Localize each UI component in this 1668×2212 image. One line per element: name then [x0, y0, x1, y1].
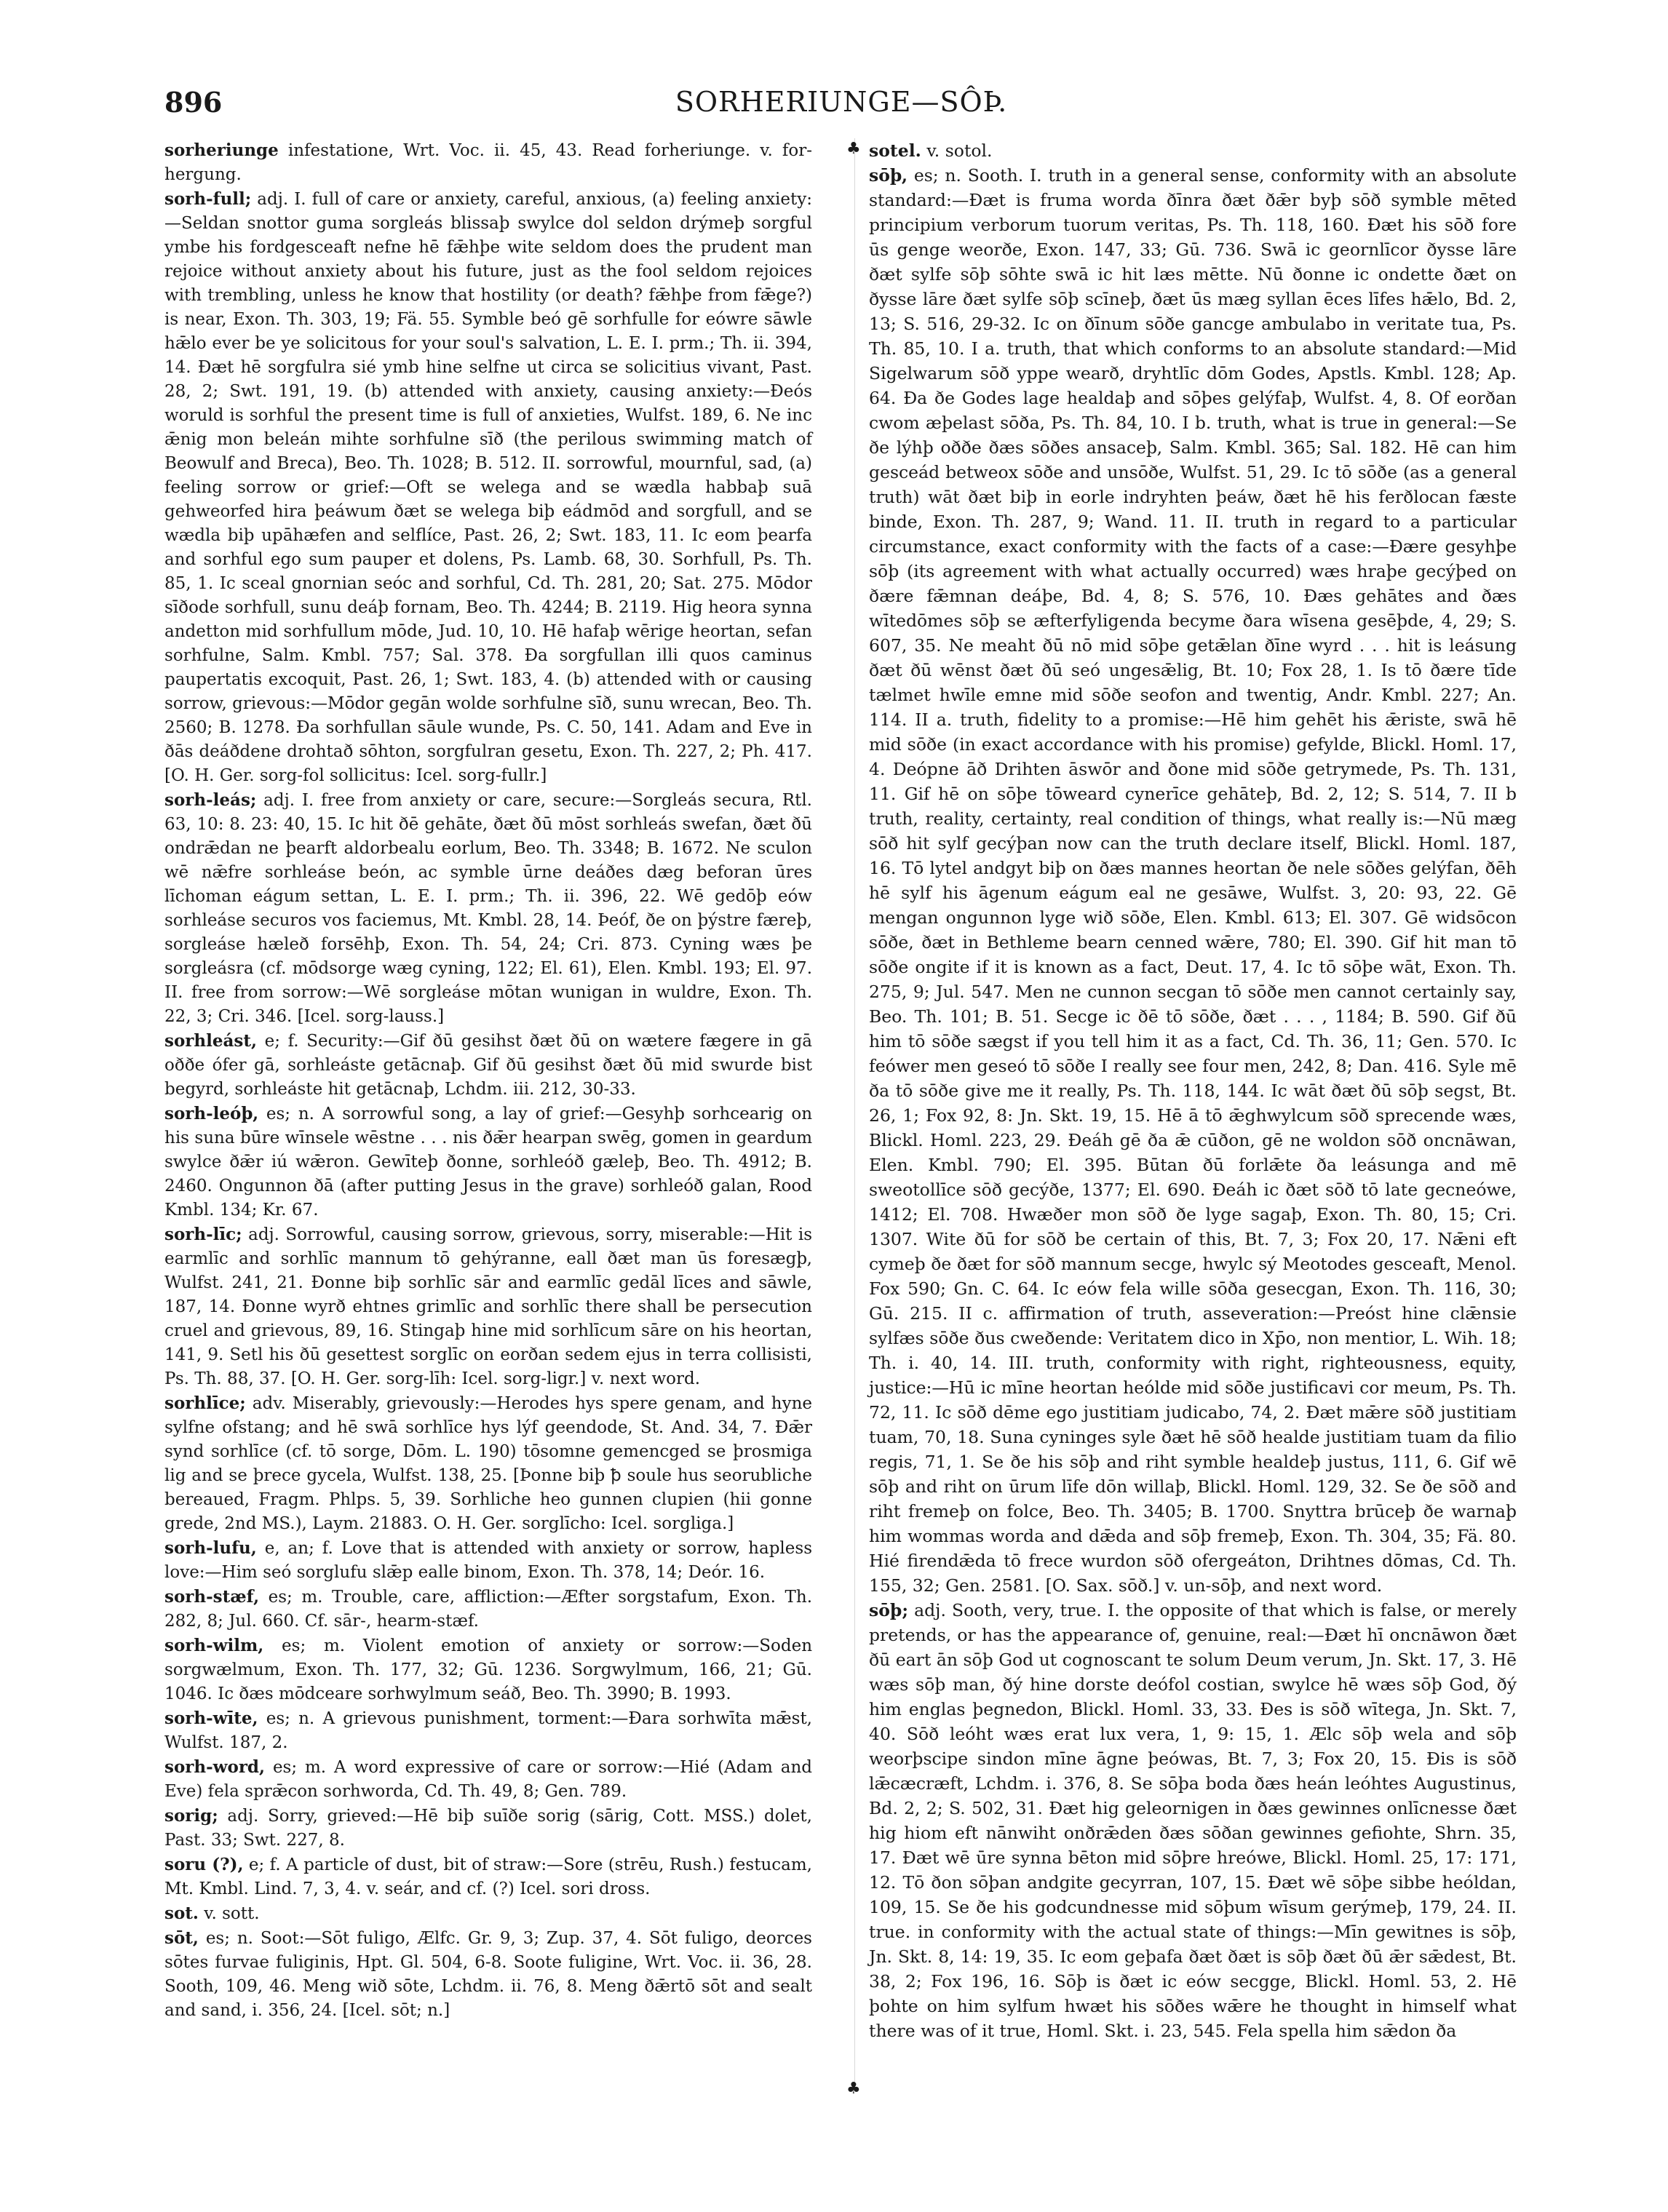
entry-headword: sorh-lufu, [164, 1538, 257, 1558]
dictionary-entry [869, 138, 1517, 163]
dictionary-entry [164, 1536, 812, 1585]
entry-text: adj. I. full of care or anxiety, careful, anxious, (a) feeling anxiety:—Seldan snottor guma sorgleás blissaþ swylce dol seldon drýmeþ sorgful ymbe his fordgesceaft nefne hē fǣhþe wite seldom does the prudent man rejoice without anxiety about his future, just as the fool seldom rejoices with trembling, unless he know that hostility (or death? fǣhþe from fǣge?) is near, Exon. Th. 303, 19; Fä. 55. Symble beó gē sorhfulle for eówre sāwle hǣlo ever be ye solicitous for your soul's salvation, L. E. I. prm.; Th. ii. 394, 14. Ðæt hē sorgfulra sié ymb hine selfne ut circa se solicitius vivant, Past. 28, 2; Swt. 191, 19. (b) attended with anxiety, causing anxiety:—Ðeós woruld is sorhful the present time is full of anxieties, Wulfst. 189, 6. Ne inc ǣnig mon beleán mihte sorhfulne sīð (the perilous swimming match of Beowulf and Breca), Beo. Th. 1028; B. 512. II. sorrowful, mournful, sad, (a) feeling sorrow or grief:—Oft se welega and se wædla habbaþ suā gehweorfed hira þeáwum ðæt se welega biþ eádmōd and sorgfull, and se wædla biþ upāhæfen and selflíce, Past. 26, 2; Swt. 183, 11. Ic eom þearfa and sorhful ego sum pauper et dolens, Ps. Lamb. 68, 30. Sorhfull, Ps. Th. 85, 1. Ic sceal gnornian seóc and sorhful, Cd. Th. 281, 20; Sat. 275. Mōdor sīðode sorhfull, sunu deáþ fornam, Beo. Th. 4244; B. 2119. Hig heora synna andetton mid sorhfullum mōde, Jud. 10, 10. Hē hafaþ wērige heortan, sefan sorhfulne, Salm. Kmbl. 757; Sal. 378. Ða sorgfullan illi quos caminus paupertatis excoquit, Past. 26, 1; Swt. 183, 4. (b) attended with or causing sorrow, grievous:—Mōdor gegān wolde sorhfulne sīð, sunu wrecan, Beo. Th. 2560; B. 1278. Ða sorhfullan sāule wunde, Ps. C. 50, 141. Adam and Eve in ðās deáðdene drohtað sōhton, sorgfulran gesetu, Exon. Th. 227, 2; Ph. 417. [O. H. Ger. sorg-fol sollicitus: Icel. sorg-fullr.] [164, 190, 812, 785]
dictionary-entry [164, 1391, 812, 1536]
entry-text: v. sotol. [926, 140, 993, 161]
running-head: SORHERIUNGE—SÔÞ. [675, 86, 1008, 118]
divider-ornament-top: ♣ [846, 140, 861, 158]
entry-headword: sorhleást, [164, 1031, 257, 1051]
entry-headword: sorh-stæf, [164, 1587, 260, 1607]
entry-text: es; n. Soot:—Sōt fuligo, Ælfc. Gr. 9, 3; Zup. 37, 4. Sōt fuligo, deorces sōtes furvae fuliginis, Hpt. Gl. 504, 6-8. Soote fuligine, Wrt. Voc. ii. 36, 28. Sooth, 109, 46. Meng wið sōte, Lchdm. ii. 76, 8. Meng ðǣrtō sōt and sealt and sand, i. 356, 24. [Icel. sōt; n.] [164, 1929, 812, 2020]
entry-headword: sorh-word, [164, 1757, 266, 1777]
entry-text: e, an; f. Love that is attended with anxiety or sorrow, hapless love:—Him seó sorglufu slǣp ealle binom, Exon. Th. 378, 14; Deór. 16. [164, 1539, 812, 1582]
dictionary-entry [164, 1804, 812, 1853]
entry-text: e; f. Security:—Gif ðū gesihst ðæt ðū on wætere fægere in gā oððe ófer gā, sorhleáste getācnaþ. Gif ðū gesihst ðæt ðū mid swurde bist begyrd, sorhleáste hit getācnaþ, Lchdm. iii. 212, 30-33. [164, 1032, 812, 1099]
entry-headword: sorh-full; [164, 189, 252, 209]
entry-text: v. sott. [204, 1904, 260, 1923]
entry-headword: sorh-leóþ, [164, 1104, 259, 1123]
dictionary-entry [164, 1222, 812, 1391]
dictionary-entry [164, 187, 812, 788]
entry-headword: sorh-wilm, [164, 1636, 264, 1655]
dictionary-entry [164, 1029, 812, 1102]
dictionary-entry [164, 788, 812, 1029]
entry-text: adj. Sooth, very, true. I. the opposite of that which is false, or merely pretends, or has the appearance of, genuine, real:—Ðæt hī oncnāwon ðæt ðū eart ān sōþ God ut cognoscant te solum Deum verum, Jn. Skt. 17, 3. Hē wæs sōþ man, ðý hine dorste deófol costian, swylce hē wæs sōþ God, ðý him englas þegnedon, Blickl. Homl. 33, 33. Ðes is sōð wītega, Jn. Skt. 7, 40. Sōð leóht wæs erat lux vera, 1, 9: 15, 1. Ælc sōþ wela and sōþ weorþscipe sindon mīne āgne þeówas, Bt. 7, 3; Fox 20, 15. Ðis is sōð lǣcæcræft, Lchdm. i. 376, 8. Se sōþa boda ðæs heán leóhtes Augustinus, Bd. 2, 2; S. 502, 31. Ðæt hig geleornigen in ðæs gewinnes onlīcnesse ðæt hig hiom eft nānwiht onðrǣden ðæs sōðan gewinnes gefiohte, Shrn. 35, 17. Ðæt wē ūre synna bēton mid sōþre hreówe, Blickl. Homl. 25, 17: 171, 12. Tō ðon sōþan andgite gecyrran, 107, 15. Ðæt wē sōþe sibbe heóldan, 109, 15. Se ðe his godcundnesse mid sōþum wīsum gerýmeþ, 179, 24. II. true. in conformity with the actual state of things:—Mīn gewitnes is sōþ, Jn. Skt. 8, 14: 19, 35. Ic eom geþafa ðæt ðæt is sōþ ðæt ðū ǣr sǣdest, Bt. 38, 2; Fox 196, 16. Sōþ is ðæt ic eów secgge, Blickl. Homl. 53, 2. Hē þohte on him sylfum hwæt his sōðes wǣre he thought in himself what there was of it true, Homl. Skt. i. 23, 545. Fela spella him sǣdon ða [869, 1600, 1517, 2041]
dictionary-entry [164, 1853, 812, 1901]
dictionary-entry [164, 1901, 812, 1926]
entry-text: adj. I. free from anxiety or care, secure:—Sorgleás secura, Rtl. 63, 10: 8. 23: 40, 15. Ic hit ðē gehāte, ðæt ðū mōst sorhleás swefan, ðæt ðū ondrǣdan ne þearft aldorbealu eorlum, Beo. Th. 3348; B. 1672. Ne sculon wē nǣfre sorhleáse beón, ac symble ūrne deáðes dæg beforan ūres līchoman eágum settan, L. E. I. prm.; Th. ii. 396, 22. Wē gedōþ eów sorhleáse securos vos faciemus, Mt. Kmbl. 28, 14. Þeóf, ðe on þýstre færeþ, sorgleáse hæleð forsēhþ, Exon. Th. 54, 24; Cri. 873. Cyning wæs þe sorgleásra (cf. mōdsorge wæg cyning, 122; El. 61), Elen. Kmbl. 193; El. 97. II. free from sorrow:—Wē sorgleáse mōtan wunigan in wuldre, Exon. Th. 22, 3; Cri. 346. [Icel. sorg-lauss.] [164, 791, 812, 1026]
dictionary-entry [869, 1598, 1517, 2043]
dictionary-entry [164, 1706, 812, 1755]
entry-text: es; n. Sooth. I. truth in a general sense, conformity with an absolute standard:—Ðæt is fruma worda ðīnra ðæt ðǣr byþ sōð symble mēted principium verborum tuorum veritas, Ps. Th. 118, 160. Ðæt his sōð fore ūs genge weorðe, Exon. 147, 33; Gū. 736. Swā ic geornlīcor ðysse lāre ðæt sylfe sōþ sōhte swā ic hit læs mētte. Nū ðonne ic ondette ðæt on ðysse lāre ðæt sylfe sōþ scīneþ, ðæt ūs mæg syllan ēces līfes hǣlo, Bd. 2, 13; S. 516, 29-32. Ic on ðīnum sōðe gancge ambulabo in veritate tua, Ps. Th. 85, 10. I a. truth, that which conforms to an absolute standard:—Mid Sigelwarum sōð yppe wearð, dryhtlīc dōm Godes, Apstls. Kmbl. 128; Ap. 64. Ða ðe Godes lage healdaþ and sōþes gelýfaþ, Wulfst. 4, 8. Of eorðan cwom æþelast sōða, Ps. Th. 84, 10. I b. truth, what is true in general:—Se ðe lýhþ oððe ðæs sōðes ansaceþ, Salm. Kmbl. 365; Sal. 182. Hē can him gesceád betweox sōðe and unsōðe, Wulfst. 51, 29. Ic tō sōðe (as a general truth) wāt ðæt biþ in eorle indryhten þeáw, ðæt hē his ferðlocan fæste binde, Exon. Th. 287, 9; Wand. 11. II. truth in regard to a particular circumstance, exact conformity with the facts of a case:—Ðære gesyhþe sōþ (its agreement with what actually occurred) wæs hraþe gecýþed on ðære fǣmnan deáþe, Bd. 4, 8; S. 576, 10. Ðæs gehātes and ðæs wītedōmes sōþ se æfterfyligenda becyme ðara wīsena gesēþde, 4, 29; S. 607, 35. Ne meaht ðū nō mid sōþe getǣlan ðīne wyrd . . . hit is leásung ðæt ðū wēnst ðæt ðū seó ungesǣlig, Bt. 10; Fox 28, 1. Is tō ðære tīde tælmet hwīle emne mid sōðe seofon and twentig, Andr. Kmbl. 227; An. 114. II a. truth, fidelity to a promise:—Hē him gehēt his ǣriste, swā hē mid sōðe (in exact accordance with his promise) gefylde, Blickl. Homl. 17, 4. Deópne āð Drihten āswōr and ðone mid sōðe getrymede, Ps. Th. 131, 11. Gif hē on sōþe tōweard cynerīce gehāteþ, Bd. 2, 12; S. 514, 7. II b truth, reality, certainty, real condition of things, what really is:—Nū mæg sōð hit sylf gecýþan now can the truth declare itself, Blickl. Homl. 187, 16. Tō lytel andgyt biþ on ðæs mannes heortan ðe nele sōðes gelýfan, ðēh hē sylf his āgenum eágum eal ne gesāwe, Wulfst. 3, 20: 93, 22. Gē mengan ongunnon lyge wið sōðe, Elen. Kmbl. 613; El. 307. Gē widsōcon sōðe, ðæt in Bethleme bearn cenned wǣre, 780; El. 390. Gif hit man tō sōðe ongite if it is known as a fact, Deut. 17, 4. Ic tō sōþe wāt, Exon. Th. 275, 9; Jul. 547. Men ne cunnon secgan tō sōðe men cannot certainly say, Beo. Th. 101; B. 51. Secge ic ðē tō sōðe, ðæt . . . , 1184; B. 590. Gif ðū him tō sōðe sægst if you tell him it as a fact, Cd. Th. 36, 11; Gen. 570. Ic feówer men geseó tō sōðe I really see four men, 242, 8; Dan. 416. Syle mē ða tō sōðe give me it really, Ps. Th. 118, 144. Ic wāt ðæt ðū sōþ segst, Bt. 26, 1; Fox 92, 8: Jn. Skt. 19, 15. Hē ā tō ǣghwylcum sōð sprecende wæs, Blickl. Homl. 223, 29. Ðeáh gē ða ǣ cūðon, gē ne woldon sōð oncnāwan, Elen. Kmbl. 790; El. 395. Būtan ðū forlǣte ða leásunga and mē sweotollīce sōð gecýðe, 1377; El. 690. Ðeáh ic ðæt sōð tō late gecneówe, 1412; El. 708. Hwæðer mon sōð ðe lyge sagaþ, Exon. Th. 80, 15; Cri. 1307. Wite ðū for sōð be certain of this, Bt. 7, 3; Fox 20, 17. Nǣni eft cymeþ ðe ðæt for sōð mannum secge, hwylc sý Meotodes gesceaft, Menol. Fox 590; Gn. C. 64. Ic eów fela wille sōða gesecgan, Exon. Th. 116, 30; Gū. 215. II c. affirmation of truth, asseveration:—Preóst hine clǣnsie sylfæs sōðe ðus cweðende: Veritatem dico in Xp̄o, non mentior, L. Wih. 18; Th. i. 40, 14. III. truth, conformity with right, righteousness, equity, justice:—Hū ic mīne heortan heólde mid sōðe justificavi cor meum, Ps. Th. 72, 11. Ic sōð dēme ego justitiam judicabo, 74, 2. Ðæt mǣre sōð justitiam tuam, 70, 18. Suna cyninges syle ðæt hē sōð healde justitiam tuam da filio regis, 71, 1. Se ðe his sōþ and riht symble healdeþ justus, 111, 6. Gif wē sōþ and riht on ūrum līfe dōn willaþ, Blickl. Homl. 129, 32. Se ðe sōð and riht fremeþ on folce, Beo. Th. 3405; B. 1700. Snyttra brūceþ ðe warnaþ him wommas worda and dǣda and sōþ fremeþ, Exon. Th. 304, 35; Fä. 80. Hié firendǣda tō frece wurdon sōð ofergeáton, Drihtnes dōmas, Cd. Th. 155, 32; Gen. 2581. [O. Sax. sōð.] v. un-sōþ, and next word. [869, 165, 1517, 1596]
entry-text: adj. Sorry, grieved:—Hē biþ suīðe sorig (sārig, Cott. MSS.) dolet, Past. 33; Swt. 227, 8. [164, 1807, 812, 1850]
entry-headword: sōþ; [869, 1600, 909, 1620]
page-number: 896 [164, 86, 223, 119]
dictionary-entry [164, 1926, 812, 2023]
entry-headword: sōþ, [869, 165, 908, 186]
entry-text: es; m. Violent emotion of anxiety or sorrow:—Soden sorgwælmum, Exon. Th. 177, 32; Gū. 1236. Sorgwylmum, 166, 21; Gū. 1046. Ic ðæs mōdceare sorhwylmum seáð, Beo. Th. 3990; B. 1993. [164, 1636, 813, 1703]
entry-text: adj. Sorrowful, causing sorrow, grievous, sorry, miserable:—Hit is earmlīc and sorhlīc mannum tō gehýranne, eall ðæt man ūs foresægþ, Wulfst. 241, 21. Ðonne biþ sorhlīc sār and earmlīc gedāl līces and sāwle, 187, 14. Ðonne wyrð ehtnes grimlīc and sorhlīc there shall be persecution cruel and grievous, 89, 16. Stingaþ hine mid sorhlīcum sāre on his heortan, 141, 9. Setl his ðū gesettest sorglīc on eorðan sedem ejus in terra collisisti, Ps. Th. 88, 37. [O. H. Ger. sorg-līh: Icel. sorg-ligr.] v. next word. [164, 1225, 812, 1388]
entry-headword: sorh-wīte, [164, 1708, 258, 1728]
dictionary-entry [164, 1634, 812, 1706]
entry-headword: sotel. [869, 140, 921, 161]
entry-text: es; n. A sorrowful song, a lay of grief:—Gesyhþ sorhcearig on his suna būre wīnsele wēstne . . . nis ðǣr hearpan swēg, gomen in geardum swylce ðǣr iú wǣron. Gewīteþ ðonne, sorhleóð gæleþ, Beo. Th. 4912; B. 2460. Ongunnon ðā (after putting Jesus in the grave) sorhleóð galan, Rood Kmbl. 134; Kr. 67. [164, 1105, 813, 1220]
entry-text: adv. Miserably, grievously:—Herodes hys spere genam, and hyne sylfne ofstang; and hē swā sorhlīce hys lýf geendode, St. And. 34, 7. Ðǣr synd sorhlīce (cf. tō sorge, Dōm. L. 190) tōsomne gemencged se þrosmiga lig and se þrece gycela, Wulfst. 138, 25. [Þonne biþ ꝥ soule hus seorubliche bereaued, Fragm. Phlps. 5, 39. Sorhliche heo gunnen clupien (hii gonne grede, 2nd MS.), Laym. 21883. O. H. Ger. sorglīcho: Icel. sorgliga.] [164, 1394, 813, 1533]
entry-headword: sorh-leás; [164, 790, 257, 810]
entry-text: es; m. Trouble, care, affliction:—Æfter sorgstafum, Exon. Th. 282, 8; Jul. 660. Cf. sār-, hearm-stæf. [164, 1588, 813, 1631]
entry-text: es; m. A word expressive of care or sorrow:—Hié (Adam and Eve) fela sprǣcon sorhworda, Cd. Th. 49, 8; Gen. 789. [164, 1758, 812, 1801]
dictionary-entry [164, 1102, 812, 1222]
entry-text: es; n. A grievous punishment, torment:—Ðara sorhwīta mǣst, Wulfst. 187, 2. [164, 1709, 812, 1752]
column-divider [854, 138, 855, 2088]
left-column [164, 138, 812, 2023]
right-column [869, 138, 1517, 2043]
entry-headword: soru (?), [164, 1855, 244, 1874]
dictionary-entry [164, 1755, 812, 1804]
entry-headword: sorh-līc; [164, 1225, 242, 1244]
entry-text: infestatione, Wrt. Voc. ii. 45, 43. Read forheriunge. v. for-hergung. [164, 141, 813, 184]
divider-ornament-bottom: ♣ [846, 2080, 861, 2098]
dictionary-entry [164, 138, 812, 187]
entry-headword: sot. [164, 1903, 199, 1923]
entry-headword: sōt, [164, 1928, 199, 1948]
page-header [164, 86, 1518, 127]
entry-text: e; f. A particle of dust, bit of straw:—Sore (strēu, Rush.) festucam, Mt. Kmbl. Lind. 7, 3, 4. v. seár, and cf. (?) Icel. sori dross. [164, 1855, 812, 1898]
entry-headword: sorheriunge [164, 140, 279, 160]
dictionary-entry [164, 1585, 812, 1634]
dictionary-entry [869, 163, 1517, 1598]
entry-headword: sorig; [164, 1806, 218, 1826]
entry-headword: sorhlīce; [164, 1393, 246, 1413]
